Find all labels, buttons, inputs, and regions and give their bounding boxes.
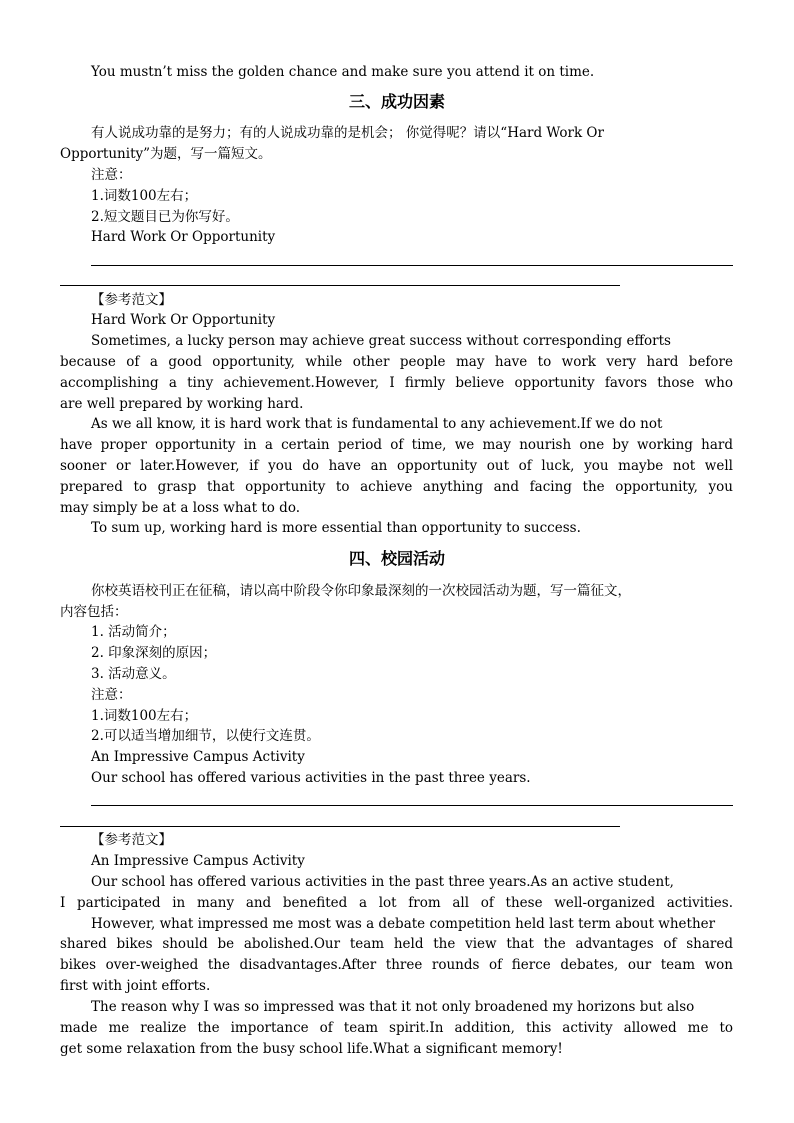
section3-note-label: 注意： bbox=[91, 167, 132, 183]
section4-essay-line: bikes over-weighed the disadvantages.After three rounds of fierce debates, our team won bbox=[60, 957, 733, 973]
section3-heading: 三、成功因素 bbox=[348, 92, 445, 111]
section4-reference-label: 【参考范文】 bbox=[91, 832, 172, 848]
section3-essay-line: As we all know, it is hard work that is fundamental to any achievement.If we do not bbox=[91, 416, 663, 432]
writing-line bbox=[91, 805, 733, 806]
writing-line bbox=[60, 285, 620, 286]
section3-given-title: Hard Work Or Opportunity bbox=[91, 229, 276, 245]
section4-essay-line: The reason why I was so impressed was that it not only broadened my horizons but also bbox=[91, 999, 695, 1015]
section3-essay-line: sooner or later.However, if you do have an opportunity out of luck, you maybe not well bbox=[60, 458, 733, 474]
section4-essay-line: get some relaxation from the busy school life.What a significant memory! bbox=[60, 1041, 563, 1057]
section3-essay-line: may simply be at a loss what to do. bbox=[60, 500, 300, 516]
section3-reference-label: 【参考范文】 bbox=[91, 292, 172, 308]
section3-essay-line: because of a good opportunity, while other people may have to work very hard before bbox=[60, 354, 733, 370]
writing-line bbox=[91, 265, 733, 266]
section3-note2: 2.短文题目已为你写好。 bbox=[91, 209, 239, 225]
section4-essay-line: Our school has offered various activities in the past three years.As an active student, bbox=[91, 874, 674, 890]
section4-note-label: 注意： bbox=[91, 687, 132, 703]
section4-essay-line: shared bikes should be abolished.Our team held the view that the advantages of shared bbox=[60, 936, 733, 952]
section3-essay-line: accomplishing a tiny achievement.However, I firmly believe opportunity favors those who bbox=[60, 375, 733, 391]
section4-essay-line: However, what impressed me most was a debate competition held last term about whether bbox=[91, 916, 716, 932]
section4-essay-line: I participated in many and benefited a lot from all of these well-organized activities. bbox=[60, 895, 733, 911]
section4-prompt-line2: 内容包括： bbox=[60, 604, 128, 620]
section3-essay-line: prepared to grasp that opportunity to achieve anything and facing the opportunity, you bbox=[60, 479, 733, 495]
section4-heading: 四、校园活动 bbox=[348, 549, 445, 568]
section3-essay-line: are well prepared by working hard. bbox=[60, 396, 304, 412]
section3-essay-line: have proper opportunity in a certain period of time, we may nourish one by working hard bbox=[60, 437, 733, 453]
section3-essay-title: Hard Work Or Opportunity bbox=[91, 312, 276, 328]
section4-first-sentence: Our school has offered various activities in the past three years. bbox=[91, 770, 531, 786]
section4-item2: 2. 印象深刻的原因； bbox=[91, 645, 217, 661]
intro-line: You mustn’t miss the golden chance and make sure you attend it on time. bbox=[91, 64, 595, 80]
section3-prompt-line1: 有人说成功靠的是努力；有的人说成功靠的是机会； 你觉得呢？请以“Hard Work Or bbox=[91, 125, 604, 141]
section4-essay-line: first with joint efforts. bbox=[60, 978, 211, 994]
section4-essay-line: made me realize the importance of team spirit.In addition, this activity allowed me to bbox=[60, 1020, 733, 1036]
section4-essay-title: An Impressive Campus Activity bbox=[91, 853, 305, 869]
section3-note1: 1.词数100左右； bbox=[91, 188, 198, 204]
section4-note1: 1.词数100左右； bbox=[91, 708, 198, 724]
section4-item3: 3. 活动意义。 bbox=[91, 666, 176, 682]
section4-prompt-line1: 你校英语校刊正在征稿，请以高中阶段令你印象最深刻的一次校园活动为题，写一篇征文， bbox=[91, 583, 631, 599]
section3-essay-line: To sum up, working hard is more essential than opportunity to success. bbox=[91, 520, 581, 536]
section4-given-title: An Impressive Campus Activity bbox=[91, 749, 305, 765]
section4-note2: 2.可以适当增加细节，以使行文连贯。 bbox=[91, 728, 320, 744]
writing-line bbox=[60, 826, 620, 827]
section3-prompt-line2: Opportunity”为题，写一篇短文。 bbox=[60, 146, 272, 162]
section4-item1: 1. 活动简介； bbox=[91, 624, 176, 640]
section3-essay-line: Sometimes, a lucky person may achieve great success without corresponding efforts bbox=[91, 333, 671, 349]
